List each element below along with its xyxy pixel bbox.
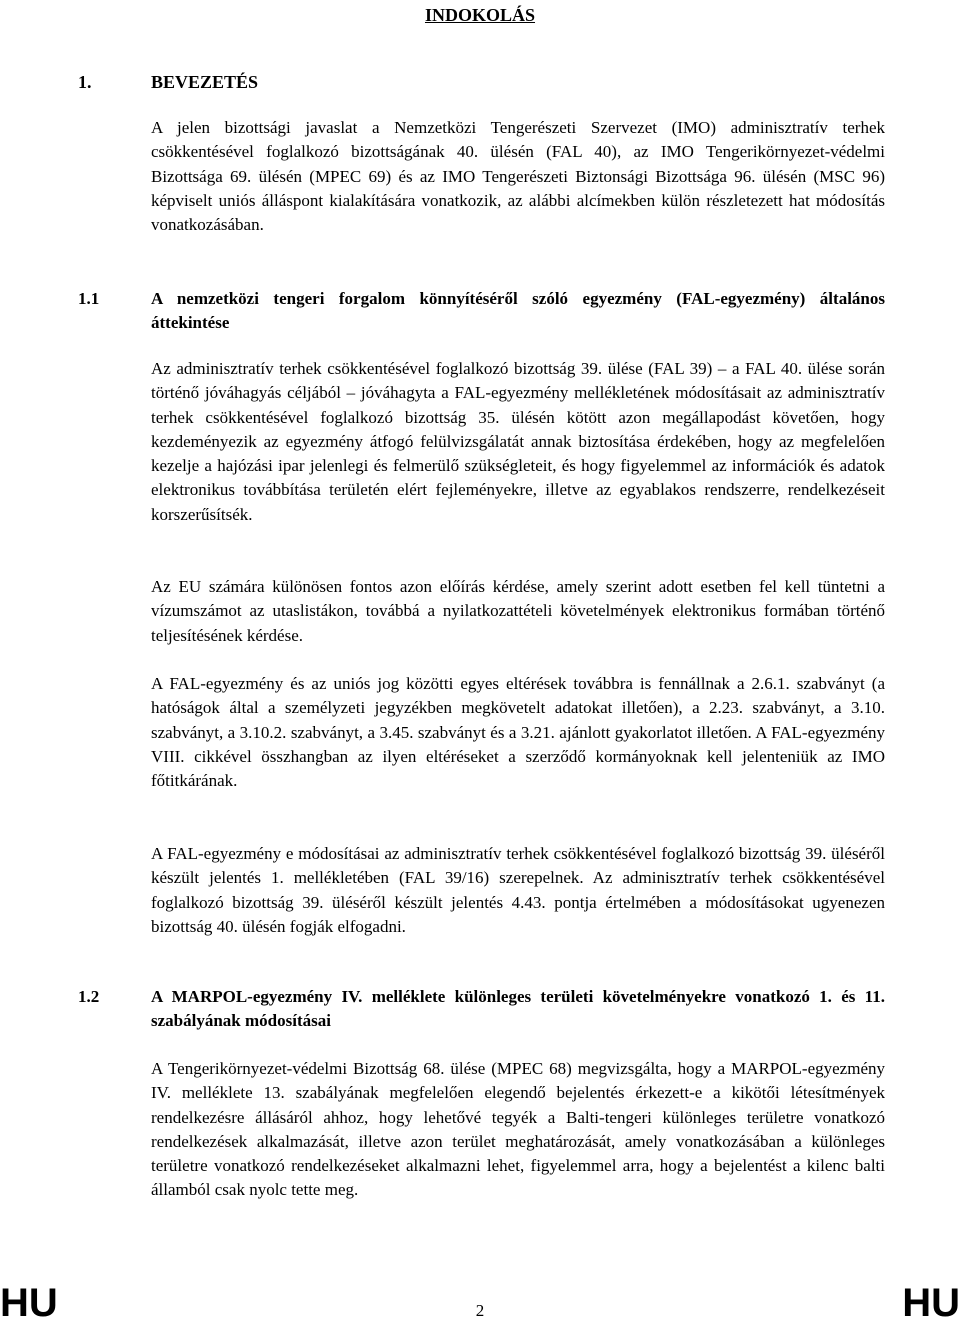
language-code-left: HU [0,1281,58,1325]
section-number: 1.1 [78,289,100,308]
section-heading-1-2 [78,985,885,1034]
page-number: 2 [475,1301,485,1320]
language-code-right: HU [902,1281,960,1325]
section-heading-1-1 [78,287,885,336]
paragraph-fal-amendments: Az adminisztratív terhek csökkentésével foglalkozó bizottság 39. ülése (FAL 39) – a FAL 40. ülése során történő jóváhagyás céljából – jóváhagyta a FAL-egyezmény mellékletének módosításait az adminisztratív terhek csökkentésével foglalkozó bizottság 35. ülésén kötött azon megállapodást követően, hogy kezdeményezik az egyezmény átfogó felülvizsgálatát annak biztosítása érdekében, hogy az megfelelően kezelje a hajózási ipar jelenlegi és felmerülő szükségleteit, és hogy figyelemmel az információk és adatok elektronikus továbbítása területén elért fejleményekre, illetve az egyablakos rendszerre, rendelkezéseit korszerűsítsék. [151,359,885,524]
section-title: BEVEZETÉS [151,72,259,92]
paragraph-eu-visa: Az EU számára különösen fontos azon előírás kérdése, amely szerint adott esetben fel kell tüntetni a vízumszámot az utaslistákon, továbbá a nyilatkozattételi követelmények elektronikus formában történő teljesítésének kérdése. [151,577,885,645]
section-heading-1 [78,70,258,94]
document-title: INDOKOLÁS [424,5,536,25]
section-title: A nemzetközi tengeri forgalom könnyítéséről szóló egyezmény (FAL-egyezmény) általános áttekintése [151,289,885,333]
section-title: A MARPOL-egyezmény IV. melléklete különleges területi követelményekre vonatkozó 1. és 11. szabályának módosításai [151,987,885,1031]
paragraph-mpec68: A Tengerikörnyezet-védelmi Bizottság 68. ülése (MPEC 68) megvizsgálta, hogy a MARPOL-egyezmény IV. melléklete 13. szabályának megfelelően elegendő bejelentés érkezett-e a kikötői létesítmények rendelkezésre állásáról ahhoz, hogy lehetővé tegyék a Balti-tengeri különleges területre vonatkozó rendelkezések alkalmazását, illetve azon terület meghatározását, amely vonatkozásában a különleges területre vonatkozó rendelkezéseket alkalmazni lehet, figyelemmel arra, hogy a bejelentést a kilenc balti államból csak nyolc tette meg. [151,1059,885,1200]
paragraph-fal39-report: A FAL-egyezmény e módosításai az adminisztratív terhek csökkentésével foglalkozó bizottság 39. üléséről készült jelentés 1. mellékletében (FAL 39/16) szerepelnek. Az adminisztratív terhek csökkentésével foglalkozó bizottság 39. üléséről készült jelentés 4.43. pontja értelmében a módosításokat ugyenezen bizottság 40. ülésén fogják elfogadni. [151,844,885,936]
paragraph-differences: A FAL-egyezmény és az uniós jog közötti egyes eltérések továbbra is fennállnak a 2.6.1. szabványt (a hatóságok által a személyzeti jegyzékben megkövetelt adatokat illetően), a 2.23. szabványt, a 3.10. szabványt, a 3.10.2. szabványt, a 3.45. szabványt és a 3.21. ajánlott gyakorlatot illetően. A FAL-egyezmény VIII. cikkével összhangban az ilyen eltéréseket a szerződő kormányoknak kell jelenteniük az IMO főtitkárának. [151,674,885,791]
section-number: 1. [78,72,92,92]
intro-paragraph: A jelen bizottsági javaslat a Nemzetközi Tengerészeti Szervezet (IMO) adminisztratív terhek csökkentésével foglalkozó bizottságának 40. ülésén (FAL 40), az IMO Tengerikörnyezet-védelmi Bizottsága 69. ülésén (MPEC 69) és az IMO Tengerészeti Biztonsági Bizottsága 96. ülésén (MSC 96) képviselt uniós álláspont kialakítására vonatkozik, az alábbi alcímekben külön részletezett hat módosítás vonatkozásában. [151,118,885,235]
section-number: 1.2 [78,987,100,1006]
